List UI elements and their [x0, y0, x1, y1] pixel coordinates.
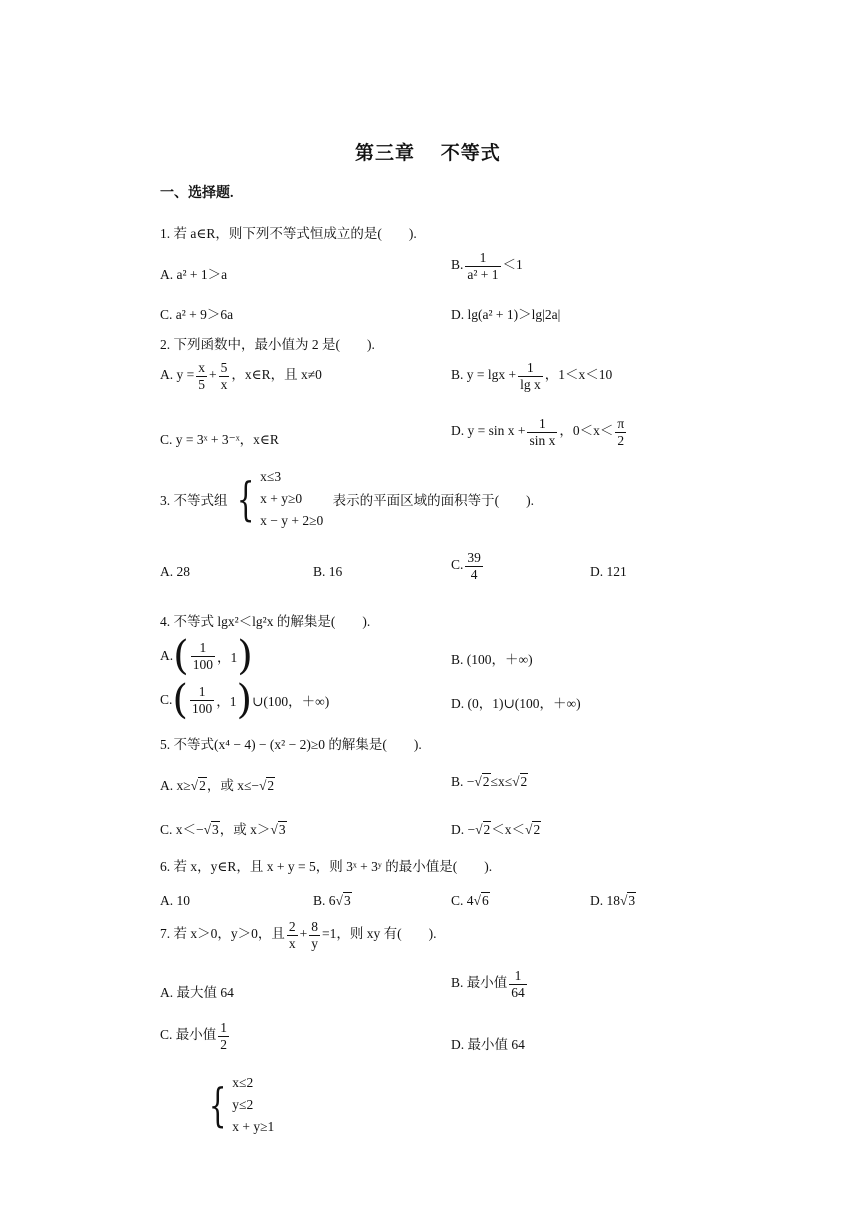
denominator: 4: [465, 566, 483, 583]
question-8-system: [203, 1072, 274, 1138]
right-paren: ): [236, 677, 253, 723]
option-text: ∪(100，＋∞): [252, 694, 330, 709]
option-label: B. 6: [313, 893, 336, 908]
stem-prefix: 3. 不等式组: [160, 493, 228, 508]
fraction: [465, 550, 483, 582]
sqrt-icon: √3: [620, 893, 636, 908]
numerator: 1: [527, 360, 534, 375]
radicand: 3: [212, 822, 219, 837]
question-7-option-b: [451, 968, 529, 1000]
question-6-option-a: A. 10: [160, 893, 190, 908]
numerator: 1: [514, 968, 522, 983]
question-3-option-a: A. 28: [160, 564, 190, 579]
question-7-option-c: [160, 1020, 231, 1052]
stem-prefix: 7. 若 x＞0，y＞0，且: [160, 926, 285, 942]
inequality-system: [232, 1072, 274, 1138]
numerator: 8: [311, 919, 318, 934]
question-6-stem: 6. 若 x，y∈R，且 x + y = 5，则 3ˣ + 3ʸ 的最小值是( ).: [160, 859, 493, 874]
option-text: ，x∈R，且 x≠0: [231, 367, 322, 383]
option-label: B. −: [451, 774, 475, 789]
denominator: lg x: [520, 376, 541, 392]
numerator: 1: [539, 416, 546, 431]
question-1-stem: 1. 若 a∈R，则下列不等式恒成立的是( ).: [160, 226, 417, 241]
page-title: 第三章 不等式: [355, 143, 501, 164]
fraction: [309, 919, 320, 951]
left-brace-icon: {: [236, 472, 255, 526]
option-label: A. y =: [160, 367, 195, 383]
numerator: 39: [467, 550, 481, 565]
radicand: 2: [267, 778, 275, 793]
sqrt-icon: √2: [512, 774, 528, 789]
sqrt-icon: √2: [259, 778, 275, 793]
option-label: C. 4: [451, 893, 474, 908]
sqrt-icon: √3: [203, 822, 219, 837]
option-text: ，1＜x＜10: [544, 367, 613, 383]
inequality-system: [260, 466, 323, 532]
radicand: 2: [199, 778, 206, 793]
fraction: [509, 968, 527, 1000]
numerator: x: [198, 360, 205, 375]
sqrt-icon: √3: [335, 893, 351, 908]
question-6-option-d: [590, 893, 636, 909]
question-1-option-b: [451, 250, 523, 282]
radicand: 3: [343, 893, 351, 908]
fraction: [615, 416, 626, 448]
question-7-option-a: A. 最大值 64: [160, 985, 234, 1000]
denominator: 100: [192, 656, 213, 672]
section-heading: 一、选择题.: [160, 186, 234, 201]
right-paren: ): [237, 633, 253, 679]
fraction: [190, 684, 214, 716]
denominator: x: [288, 935, 296, 951]
numerator: 5: [220, 360, 228, 375]
plus-sign: +: [209, 367, 217, 383]
left-paren: (: [172, 677, 188, 723]
left-brace-icon: {: [208, 1078, 227, 1132]
denominator: 100: [192, 700, 213, 716]
option-label: A. x≥: [160, 778, 191, 793]
question-4-option-c: [160, 677, 330, 723]
numerator: 2: [288, 919, 296, 934]
plus-sign: +: [299, 926, 308, 942]
radicand: 2: [483, 822, 491, 837]
radicand: 3: [628, 893, 636, 908]
option-text: ，或 x＞: [219, 822, 271, 837]
option-label: D. −: [451, 822, 476, 837]
denominator: a² + 1: [467, 266, 499, 282]
question-5-option-b: [451, 774, 528, 790]
fraction: [191, 640, 215, 672]
numerator: 1: [198, 683, 206, 699]
numerator: 1: [479, 250, 487, 265]
sqrt-icon: √2: [190, 778, 206, 793]
question-7-option-d: D. 最小值 64: [451, 1037, 525, 1052]
option-text: ＜1: [502, 257, 523, 273]
radicand: 2: [520, 774, 528, 789]
question-5-option-d: [451, 818, 541, 838]
sqrt-icon: √6: [473, 893, 489, 908]
question-1-option-c: C. a² + 9＞6a: [160, 307, 234, 322]
denominator: 5: [198, 376, 205, 392]
option-text: ，或 x≤−: [206, 778, 259, 793]
option-text: ，1: [216, 694, 237, 709]
system-line: x − y + 2≥0: [260, 513, 324, 528]
denominator: sin x: [529, 432, 556, 448]
system-line: y≤2: [232, 1097, 254, 1112]
fraction: [465, 250, 500, 282]
question-5-option-a: [160, 774, 275, 794]
stem-suffix: =1，则 xy 有( ).: [322, 926, 437, 942]
option-label: C.: [160, 692, 173, 707]
option-text: ，0＜x＜: [559, 423, 614, 439]
question-3-stem: [160, 466, 534, 532]
question-2-option-b: [451, 360, 612, 392]
left-paren: (: [173, 633, 189, 679]
question-4-option-d: D. (0，1)∪(100，＋∞): [451, 696, 581, 711]
option-label: A.: [160, 648, 174, 663]
question-4-option-b: B. (100，＋∞): [451, 652, 533, 667]
system-line: x + y≥0: [260, 491, 303, 506]
option-label: C. 最小值: [160, 1027, 217, 1043]
sqrt-icon: √2: [525, 822, 541, 837]
numerator: π: [617, 416, 625, 431]
question-2-option-a: [160, 360, 322, 392]
question-3-option-b: B. 16: [313, 564, 343, 579]
question-5-option-c: [160, 818, 287, 838]
question-6-option-c: [451, 893, 490, 909]
option-label: B.: [451, 257, 464, 273]
question-7-stem: [160, 919, 436, 951]
numerator: 1: [199, 639, 207, 655]
denominator: 2: [615, 432, 626, 449]
fraction: [518, 360, 543, 392]
radicand: 2: [533, 822, 541, 837]
option-label: C.: [451, 557, 464, 573]
option-text: ≤x≤: [490, 774, 513, 789]
question-4-option-a: [160, 633, 253, 679]
system-line: x + y≥1: [232, 1119, 275, 1134]
denominator: x: [220, 376, 228, 392]
question-1-option-d: D. lg(a² + 1)＞lg|2a|: [451, 307, 561, 322]
question-5-stem: 5. 不等式(x⁴ − 4) − (x² − 2)≥0 的解集是( ).: [160, 737, 422, 752]
sqrt-icon: √3: [270, 822, 286, 837]
fraction: [219, 360, 230, 392]
option-label: C. x＜−: [160, 822, 204, 837]
option-label: B. 最小值: [451, 975, 508, 991]
radicand: 6: [481, 893, 489, 908]
system-line: x≤3: [260, 469, 282, 484]
option-label: B. y = lgx +: [451, 367, 517, 383]
question-4-stem: 4. 不等式 lgx²＜lg²x 的解集是( ).: [160, 614, 371, 629]
question-3-option-c: [451, 550, 485, 582]
sqrt-icon: √2: [474, 774, 490, 789]
denominator: 2: [220, 1036, 228, 1052]
question-2-option-d: [451, 416, 628, 448]
question-2-option-c: C. y = 3ˣ + 3⁻ˣ，x∈R: [160, 432, 279, 447]
question-1-option-a: A. a² + 1＞a: [160, 267, 228, 282]
stem-suffix: 表示的平面区域的面积等于( ).: [332, 493, 535, 508]
option-text: ＜x＜: [491, 822, 526, 837]
denominator: 64: [511, 984, 525, 1000]
system-line: x≤2: [232, 1075, 254, 1090]
question-2-stem: 2. 下列函数中，最小值为 2 是( ).: [160, 337, 375, 352]
denominator: y: [311, 935, 318, 951]
option-text: ，1: [216, 650, 238, 665]
option-label: D. 18: [590, 893, 620, 908]
option-label: D. y = sin x +: [451, 423, 526, 439]
sqrt-icon: √2: [475, 822, 491, 837]
fraction: [287, 919, 298, 951]
question-6-option-b: [313, 893, 352, 909]
question-3-option-d: D. 121: [590, 564, 627, 579]
radicand: 2: [482, 774, 490, 789]
fraction: [218, 1020, 229, 1052]
fraction: [196, 360, 207, 392]
radicand: 3: [278, 822, 286, 837]
fraction: [527, 416, 557, 448]
numerator: 1: [220, 1020, 228, 1035]
